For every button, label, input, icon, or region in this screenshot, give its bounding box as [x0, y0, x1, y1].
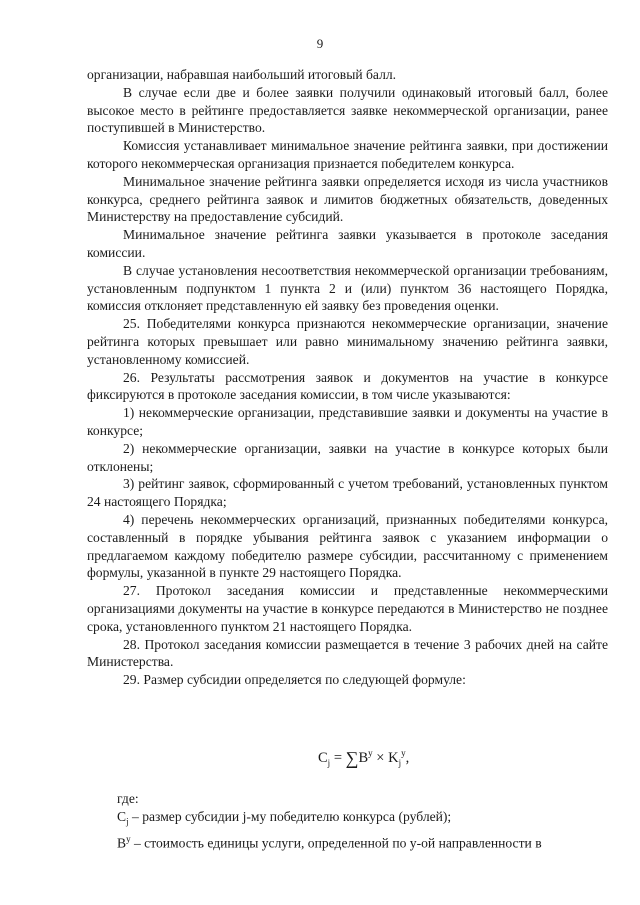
sum-symbol: ∑: [345, 748, 359, 768]
formula-term-k-superscript: y: [401, 748, 406, 759]
definition-item: [87, 808, 608, 832]
paragraph: В случае установления несоответствия некоммерческой организации требованиям, установленным подпунктом 1 пункта 2 и (или) пунктом 36 настоящего Порядка, комиссия отклоняет представленную ей заявку без проведения оценки.: [87, 262, 608, 314]
where-label: где:: [117, 791, 139, 806]
paragraph: организации, набравшая наибольший итоговый балл.: [87, 67, 397, 82]
subsidy-formula: [318, 748, 409, 769]
formula-lhs: C: [318, 750, 328, 766]
list-item: 3) рейтинг заявок, сформированный с учетом требований, установленных пунктом 24 настоящего Порядка;: [87, 476, 608, 510]
document-body: [87, 66, 608, 689]
list-item: 4) перечень некоммерческих организаций, признанных победителями конкурса, составленный в порядке убывания рейтинга заявок с указанием информации о предлагаемом каждому победителю размере субсидии, рассчитанному с применением формулы, указанной в пункте 29 настоящего Порядка.: [87, 511, 608, 581]
definition-symbol: B: [117, 835, 127, 851]
formula-term-k-subscript: j: [398, 757, 402, 768]
list-item: 1) некоммерческие организации, представившие заявки и документы на участие в конкурсе;: [87, 405, 608, 438]
clause-25: 25. Победителями конкурса признаются некоммерческие организации, значение рейтинга которых превышает или равно минимальному значению рейтинга заявки, установленному комиссией.: [87, 316, 608, 367]
clause-26: 26. Результаты рассмотрения заявок и документов на участие в конкурсе фиксируются в протоколе заседания комиссии, в том числе указываются:: [87, 369, 608, 403]
formula-tail: ,: [405, 750, 410, 766]
definition-symbol: C: [117, 808, 127, 824]
formula-lhs-subscript: j: [327, 757, 331, 768]
definition-text: – размер субсидии j-му победителю конкурса (рублей);: [128, 808, 452, 824]
formula-term-b-superscript: y: [368, 748, 373, 759]
formula-equals: =: [333, 750, 342, 766]
formula-times: ×: [376, 750, 385, 766]
paragraph: Комиссия устанавливает минимальное значение рейтинга заявки, при достижении которого некоммерческая организация признается победителем конкурса.: [87, 138, 608, 171]
formula-definitions: [87, 790, 608, 853]
definition-subscript: j: [126, 816, 129, 827]
paragraph: Минимальное значение рейтинга заявки определяется исходя из числа участников конкурса, среднего рейтинга заявок и лимитов бюджетных обязательств, доведенных Министерству на предоставление субсидий.: [87, 173, 608, 225]
clause-28: 28. Протокол заседания комиссии размещается в течение 3 рабочих дней на сайте Министерства.: [87, 636, 608, 670]
definition-text: – стоимость единицы услуги, определенной по y-ой направленности в: [130, 835, 542, 851]
list-item: 2) некоммерческие организации, заявки на участие в конкурсе которых были отклонены;: [87, 440, 608, 474]
formula-term-b: B: [358, 750, 369, 766]
clause-29: 29. Размер субсидии определяется по следующей формуле:: [123, 672, 466, 688]
clause-27: 27. Протокол заседания комиссии и представленные некоммерческими организациями документы на участие в конкурсе передаются в Министерство не позднее срока, установленного пунктом 21 настоящего Порядка.: [87, 583, 608, 634]
formula-term-k: K: [388, 750, 399, 766]
definition-item: [87, 831, 608, 852]
paragraph: В случае если две и более заявки получили одинаковый итоговый балл, более высокое место в рейтинге предоставляется заявке некоммерческой организации, ранее поступившей в Министерство.: [87, 84, 608, 136]
page-number: 9: [316, 36, 324, 51]
definition-superscript: y: [126, 834, 131, 845]
paragraph: Минимальное значение рейтинга заявки указывается в протоколе заседания комиссии.: [87, 227, 608, 260]
